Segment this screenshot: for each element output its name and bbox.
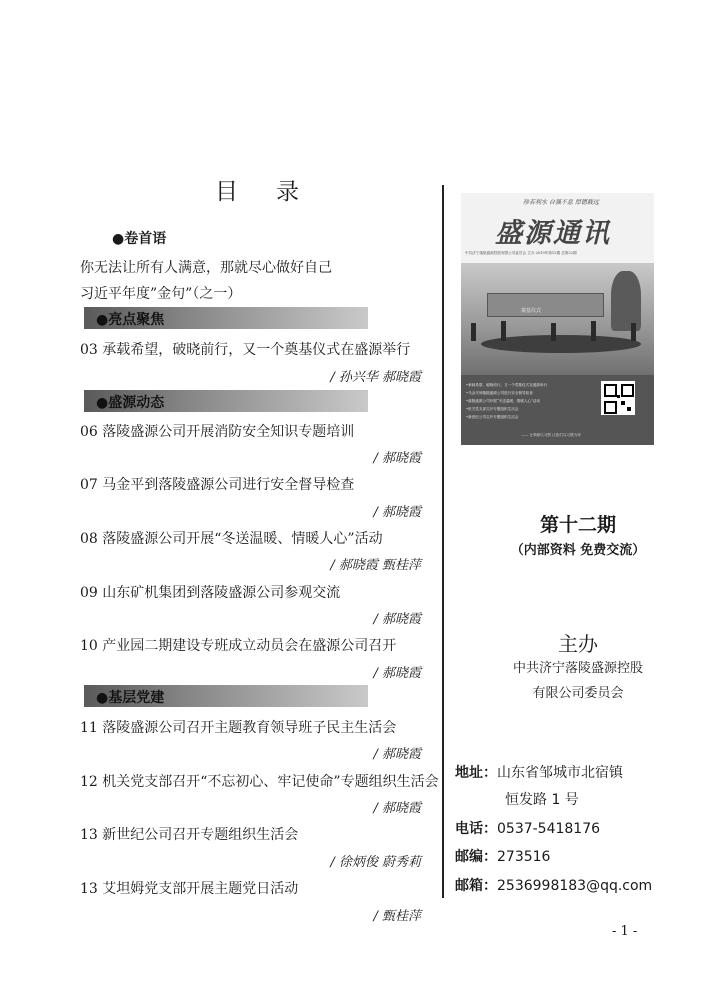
cover-motto: 珍若利水 自强不息 厚德载远 [523,199,599,206]
address-line1: 山东省邹城市北宿镇 [497,765,623,781]
toc-entry-author: / 郝晓霞 [373,451,421,466]
cover-subline: 中共济宁落陵盛源控股有限公司委员会 主办 2019年第12期 总第22期 [465,251,577,255]
preface-item: 你无法让所有人满意，那就尽心做好自己 [80,260,332,276]
qr-code-icon [601,381,635,415]
toc-entry: 09 山东矿机集团到落陵盛源公司参观交流 [80,585,341,601]
cover-toc-line: •落陵盛源公司开展“冬送温暖、情暖人心”活动 [466,399,541,403]
issue-note: （内部资料 免费交流） [510,543,646,558]
toc-entry: 10 产业园二期建设专班成立动员会在盛源公司召开 [80,638,397,654]
preface-item: 习近平年度”金句”（之一） [80,286,242,302]
email-label: 邮箱： [455,878,497,894]
organizer-line: 中共济宁落陵盛源控股 [512,661,643,676]
page-number: - 1 - [612,924,638,939]
cover-toc-line: •承载希望，破晓前行，又一个奠基仪式在盛源举行 [466,383,548,387]
toc-entry-author: / 郝晓霞 [373,666,421,681]
section-preface-header: ●卷首语 [112,231,167,247]
toc-entry-author: / 郝晓霞 甄桂萍 [330,558,421,573]
cover-image [461,193,654,445]
phone-label: 电话： [455,821,497,837]
cover-toc-line: •机关党支部召开专题组织生活会 [466,407,519,411]
toc-entry: 06 落陵盛源公司开展消防安全知识专题培训 [80,424,355,440]
toc-entry: 03 承载希望，破晓前行，又一个奠基仪式在盛源举行 [80,342,411,358]
address-line2: 恒发路 1 号 [505,792,579,808]
phone-value: 0537-5418176 [497,821,601,837]
toc-entry-author: / 郝晓霞 [373,612,421,627]
toc-entry: 11 落陵盛源公司召开主题教育领导班子民主生活会 [80,720,397,736]
toc-entry-author: / 郝晓霞 [373,801,421,816]
postcode-value: 273516 [497,849,551,865]
cover-masthead: 盛源通讯 [495,218,611,249]
toc-title: 目录 [215,179,337,205]
toc-entry-author: / 孙兴华 郝晓霞 [330,370,421,385]
toc-entry: 07 马金平到落陵盛源公司进行安全督导检查 [80,477,355,493]
toc-entry: 12 机关党支部召开“不忘初心、牢记使命”专题组织生活会 [80,774,439,790]
column-divider [442,185,444,898]
toc-entry-author: / 甄桂萍 [373,909,421,924]
cover-footer-line: —— 让奉献以习惯 让我们以习惯为荣 [521,433,581,437]
issue-number: 第十二期 [539,514,616,536]
organizer-label: 主办 [558,632,598,656]
cover-photo [461,263,654,375]
postcode-label: 邮编： [455,849,497,865]
toc-entry-author: / 郝晓霞 [373,505,421,520]
section-header-party: ●基层党建 [96,690,165,706]
cover-toc-line: •新世纪公司召开专题组织生活会 [466,415,519,419]
organizer-line: 有限公司委员会 [532,686,624,701]
toc-entry: 13 新世纪公司召开专题组织生活会 [80,827,299,843]
cover-toc-line: •马金平到落陵盛源公司进行安全督导检查 [466,391,533,395]
email-value: 2536998183@qq.com [497,878,653,894]
cover-photo-caption: 奠基仪式 [521,308,542,314]
section-header-highlights: ●亮点聚焦 [96,312,165,328]
toc-entry: 13 艾坦姆党支部开展主题党日活动 [80,881,299,897]
toc-entry-author: / 徐炳俊 蔚秀莉 [330,855,421,870]
address-label: 地址： [455,765,497,781]
toc-entry-author: / 郝晓霞 [373,747,421,762]
toc-entry: 08 落陵盛源公司开展“冬送温暖、情暖人心”活动 [80,531,383,547]
section-header-news: ●盛源动态 [96,395,165,411]
